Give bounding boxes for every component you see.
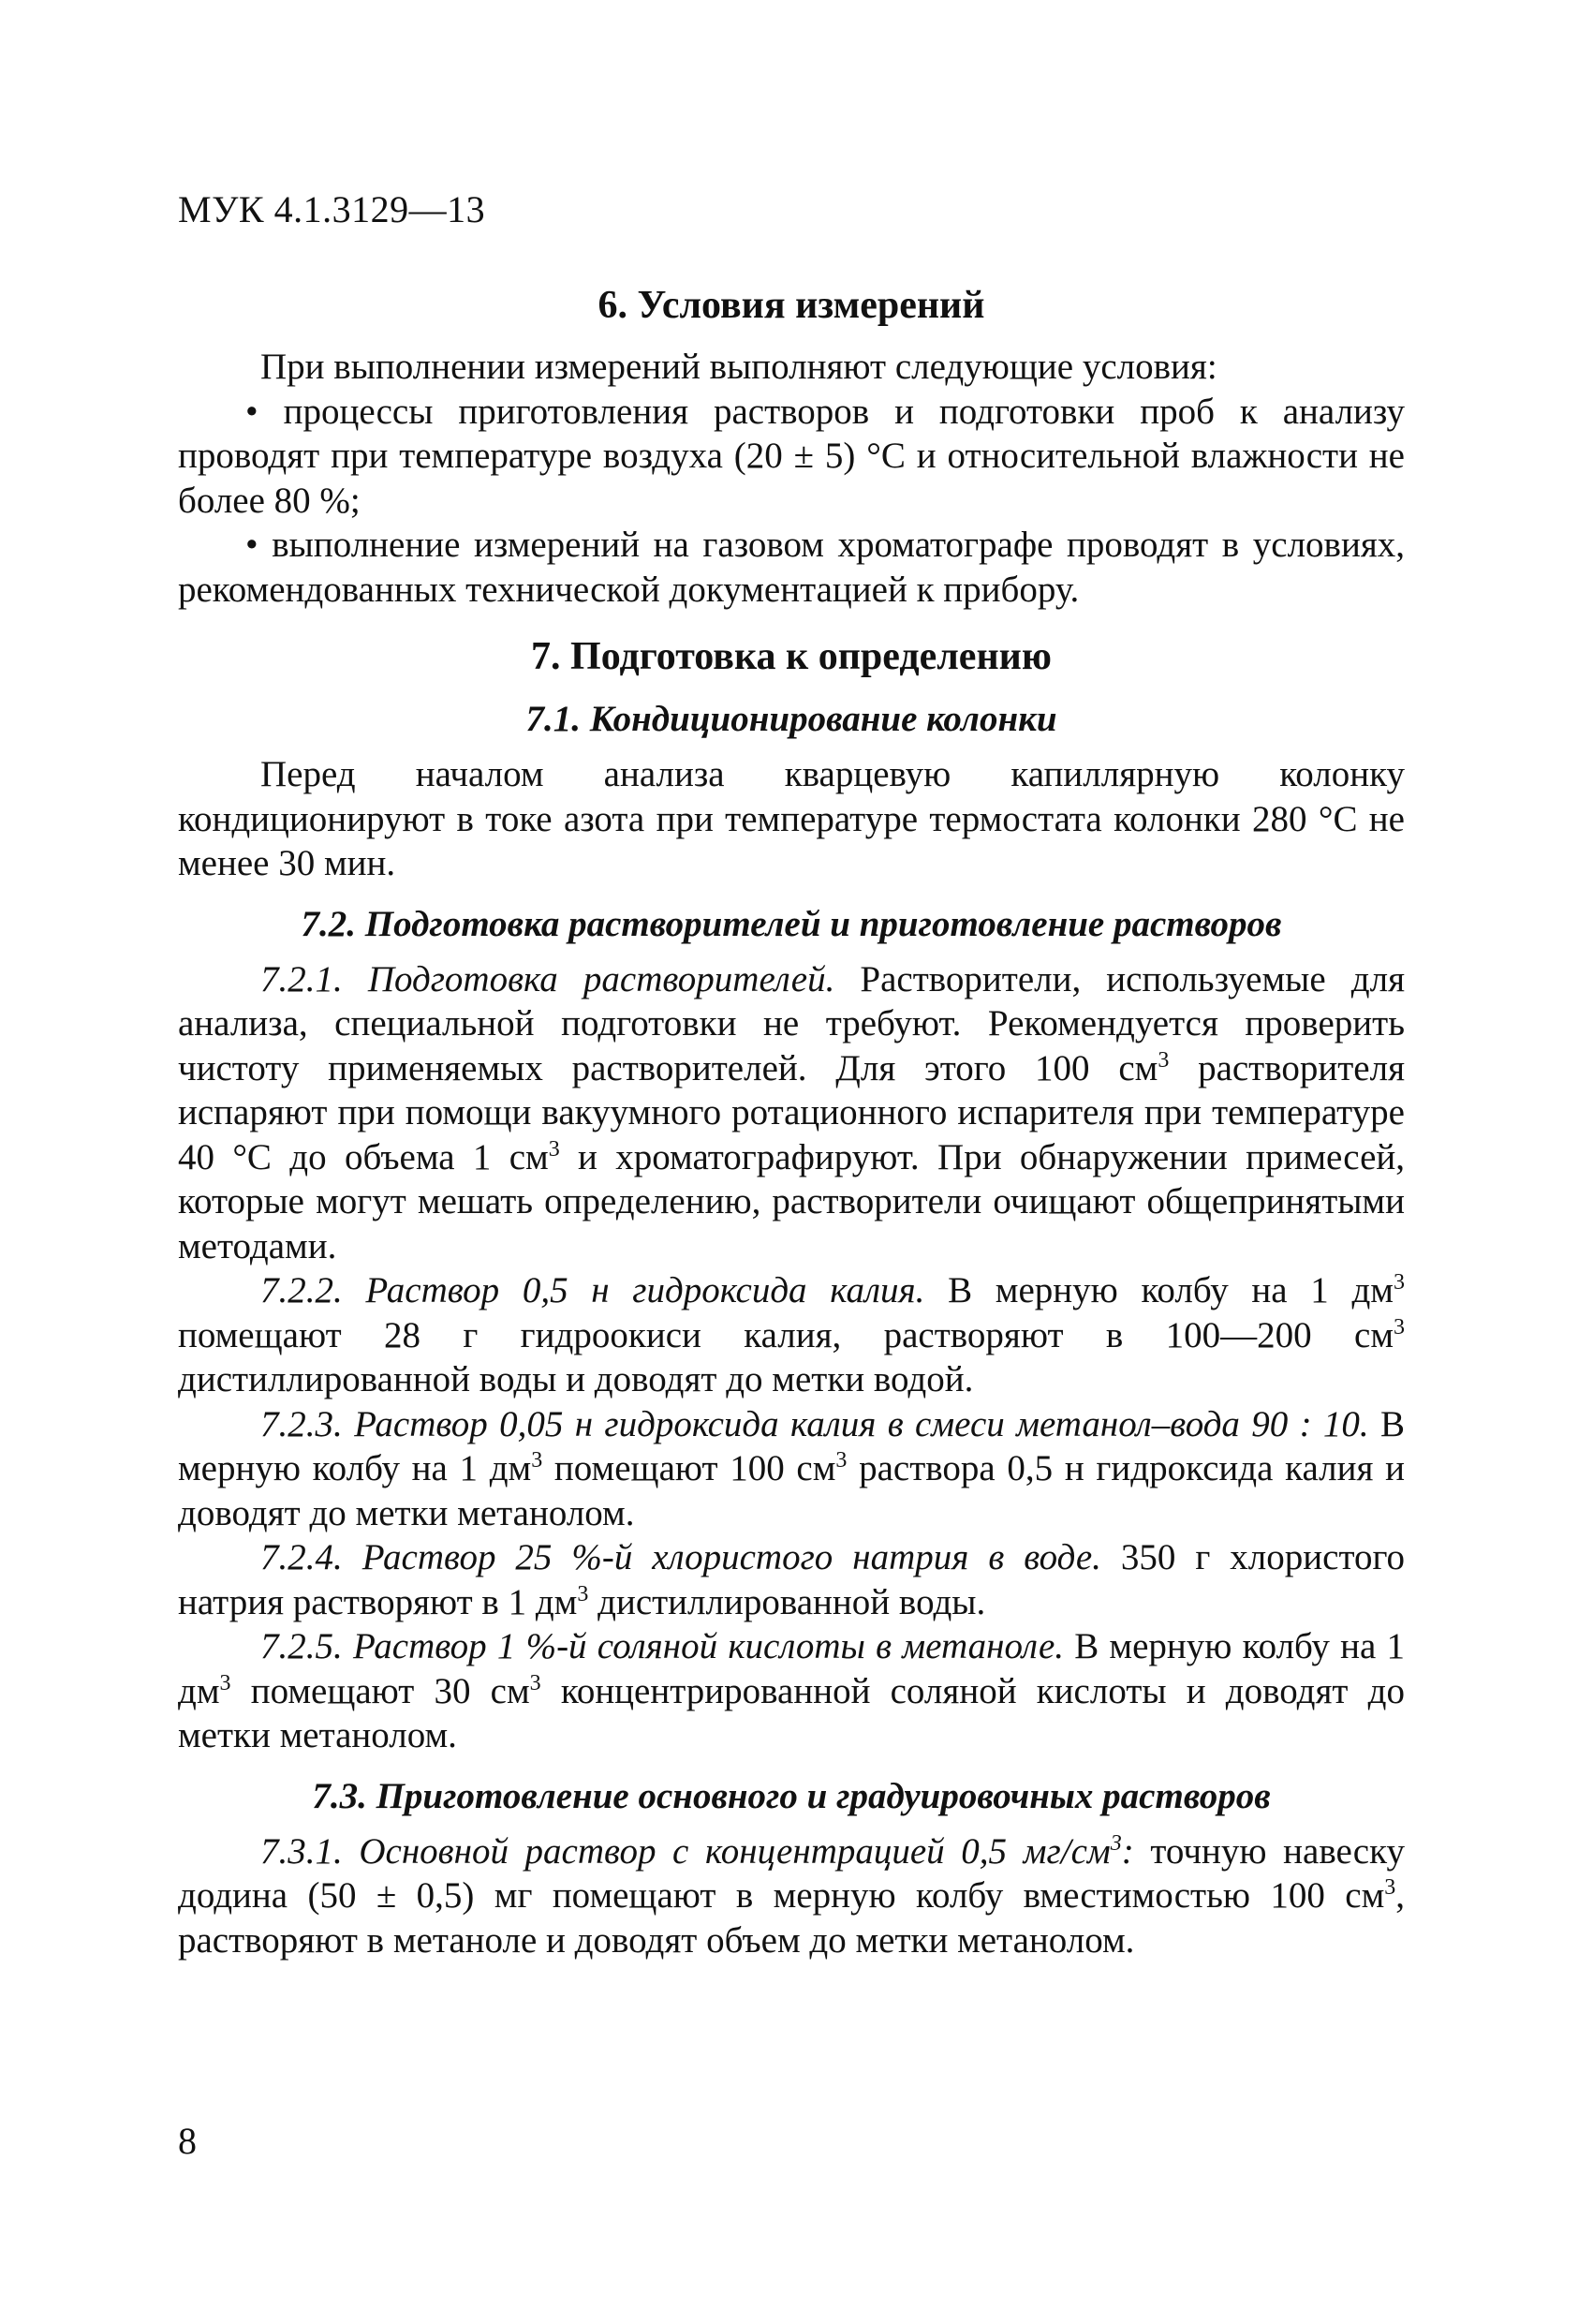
document-body [178,281,1405,1962]
paragraph-7-2-2-label: 7.2.2. Раствор 0,5 н гидроксида калия. [260,1270,925,1310]
section-6-heading: 6. Условия измерений [597,284,985,327]
superscript: 3 [1158,1047,1170,1073]
superscript: 3 [835,1448,848,1473]
bullet-1-text: процессы приготовления растворов и подготовки проб к анализу проводят при температуре воздуха (20 ± 5) °С и относительной влажности не более 80 %; [178,391,1406,521]
paragraph-7-3-1: 7.3.1. Основной раствор с концентрацией 0,5 $мг/см^3$: точную навеску додина (50 ± 0,5) мг помещают в мерную колбу вместимостью 100 $см^3$, растворяют в метаноле и доводят объем до метки метанолом. [178,1830,1405,1961]
paragraph-7-3-1-label: 7.3.1. Основной раствор с концентрацией 0,5 мг/см [260,1830,1111,1872]
paragraph-7-2-5-label: 7.2.5. Раствор 1 %-й соляной кислоты в метаноле. [260,1626,1065,1666]
document-code: МУК 4.1.3129—13 [178,188,486,230]
subsection-7-1-heading: 7.1. Кондиционирование колонки [525,699,1057,739]
bullet-icon: • [245,391,258,432]
page-number: 8 [178,2120,197,2162]
superscript: 3 [531,1448,543,1473]
bullet-2-text: выполнение измерений на газовом хроматографе проводят в условиях, рекомендованных технической документацией к прибору. [178,525,1406,610]
superscript: 3 [1384,1875,1396,1900]
paragraph-7-2-2: 7.2.2. Раствор 0,5 н гидроксида калия. В мерную колбу на 1 $дм^3$ помещают 28 г гидроокиси калия, растворяют в 100—200 $см^3$ дистиллированной воды и доводят до метки водой. [178,1270,1405,1399]
paragraph-7-2-4: 7.2.4. Раствор 25 %-й хлористого натрия в воде. 350 г хлористого натрия растворяют в 1 $дм^3$ дистиллированной воды. [178,1537,1406,1622]
superscript: 3 [529,1670,541,1695]
paragraph-7-2-1: 7.2.1. Подготовка растворителей. Растворители, используемые для анализа, специальной подготовки не требуют. Рекомендуется проверить чистоту применяемых растворителей. Для этого 100 $см^3$ растворителя испаряют при помощи вакуумного ротационного испарителя при температуре 40 °С до объема 1 $см^3$ и хроматографируют. При обнаружении примесей, которые могут мешать определению, растворители очищают общепринятыми методами. [178,958,1406,1266]
section-6-intro: При выполнении измерений выполняют следующие условия: [260,347,1217,387]
superscript: 3 [577,1581,589,1606]
paragraph-7-2-5: 7.2.5. Раствор 1 %-й соляной кислоты в метаноле. В мерную колбу на 1 $дм^3$ помещают 30 $см^3$ концентрированной соляной кислоты и доводят до метки метанолом. [178,1626,1405,1755]
section-6-bullet-1 [178,390,1405,524]
subsection-7-3-heading: 7.3. Приготовление основного и градуировочных растворов [312,1775,1271,1816]
paragraph-7-2-4-label: 7.2.4. Раствор 25 %-й хлористого натрия в воде. [260,1537,1101,1577]
subsection-7-1-text: Перед началом анализа кварцевую капиллярную колонку кондиционируют в токе азота при температуре термостата колонки 280 °С не менее 30 мин. [178,754,1405,883]
section-6-bullet-2 [178,523,1405,612]
superscript: 3 [1110,1830,1122,1856]
subsection-7-2-heading: 7.2. Подготовка растворителей и приготовление растворов [301,903,1282,944]
bullet-icon: • [245,525,258,565]
superscript: 3 [1394,1314,1405,1340]
paragraph-7-2-3: 7.2.3. Раствор 0,05 н гидроксида калия в смеси метанол–вода 90 : 10. В мерную колбу на 1 $дм^3$ помещают 100 $см^3$ раствора 0,5 н гидроксида калия и доводят до метки метанолом. [178,1403,1405,1533]
paragraph-7-2-3-label: 7.2.3. Раствор 0,05 н гидроксида калия в смеси метанол–вода 90 : 10. [260,1403,1369,1444]
section-7-heading: 7. Подготовка к определению [531,635,1052,678]
paragraph-7-2-1-label: 7.2.1. Подготовка растворителей. [260,958,835,999]
superscript: 3 [1393,1270,1405,1295]
superscript: 3 [548,1136,560,1162]
superscript: 3 [219,1670,231,1695]
